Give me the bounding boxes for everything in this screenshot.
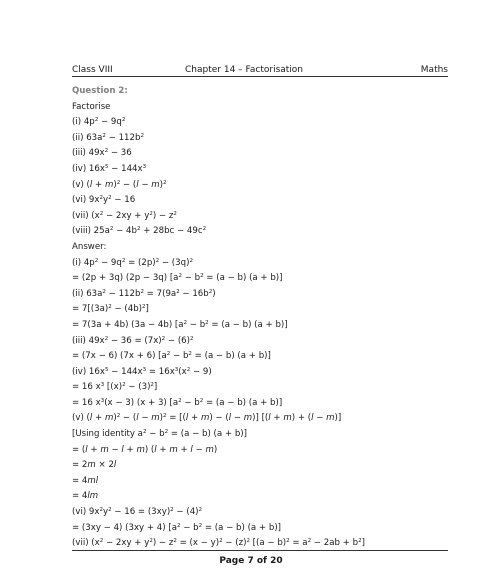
text-line: (iv) $16x^5 - 144x^3$ [72,163,147,174]
text-line: (ii) $63a^2 - 112b^2$ [72,132,144,143]
class-label: Class VIII [72,65,113,75]
header-divider [72,76,448,77]
footer-divider [72,550,448,551]
text-line: = 16 $x^3(x - 3) (x + 3) [a^2 - b^2 = (a - b) (a + b)]$ [72,397,283,408]
text-line: (vii) $(x^2 - 2xy + y^2) - z^2$ [72,210,177,221]
question-heading: Question 2: [72,86,128,96]
text-line: = (7x − 6) (7x + 6) $[a^2 - b^2 = (a - b) (a + b)]$ [72,351,271,362]
text-line: = 4lm [72,491,99,502]
subject-label: Maths [420,65,448,75]
document-body [72,84,452,552]
text-line: (vi) $9x^2y^2 - 16 = (3xy)^2 - (4)^2$ [72,507,203,518]
text-line: [Using identity $a^2 - b^2 = (a - b) (a + b)$] [72,429,247,440]
text-line: (vi) $9x^2y^2 - 16$ [72,195,136,206]
text-line: (vii) $(x^2 - 2xy + y^2) - z^2 = (x - y)^2 - (z)^2$ $[(a - b)^2 = a^2 - 2ab + b^2]$ [72,538,365,549]
text-line: (viii) $25a^2 - 4b^2 + 28bc - 49c^2$ [72,226,207,237]
text-line: Factorise [72,101,111,112]
text-line: (iii) $49x^2 - 36$ [72,148,132,159]
text-line: (iv) $16x^5 - 144x^3 = 16x^3(x^2 - 9)$ [72,366,212,377]
page-number: Page 7 of 20 [219,556,283,566]
text-line: = 16 $x^3$ $[(x)^2 - (3)^2]$ [72,382,158,393]
text-line: = 7(3a + 4b) (3a − 4b) $[a^2 - b^2 = (a - b) (a + b)]$ [72,319,288,330]
text-line: (v) $(l + m)^2 - (l - m)^2 = [(l + m) - (l - m)] [(l + m) + (l - m)]$ [72,413,342,424]
content-lines [72,100,452,552]
text-line: (ii) $63a^2 - 112b^2 = 7(9a^2 - 16b^2)$ [72,288,216,299]
text-line: (v) $(l + m)^2 - (l - m)^2$ [72,179,167,190]
text-line: (iii) $49x^2 - 36 = (7x)^2 - (6)^2$ [72,335,194,346]
text-line: = 4ml [72,475,99,486]
text-line: Answer: [72,241,107,252]
text-line: = (3xy − 4) (3xy + 4) $[a^2 - b^2 = (a - b) (a + b)]$ [72,522,282,533]
text-line: = (2p + 3q) (2p − 3q) $[a^2 - b^2 = (a - b) (a + b)]$ [72,273,283,284]
chapter-title: Chapter 14 – Factorisation [185,65,304,75]
text-line: = (l + m − l + m) (l + m + l − m) [72,444,218,455]
text-line: (i) $4p^2 - 9q^2 = (2p)^2 - (3q)^2$ [72,257,193,268]
text-line: = 2m × 2l [72,460,117,471]
text-line: = $7[(3a)^2 - (4b)^2]$ [72,304,149,315]
page-header [72,63,448,77]
text-line: (i) $4p^2 - 9q^2$ [72,117,126,128]
